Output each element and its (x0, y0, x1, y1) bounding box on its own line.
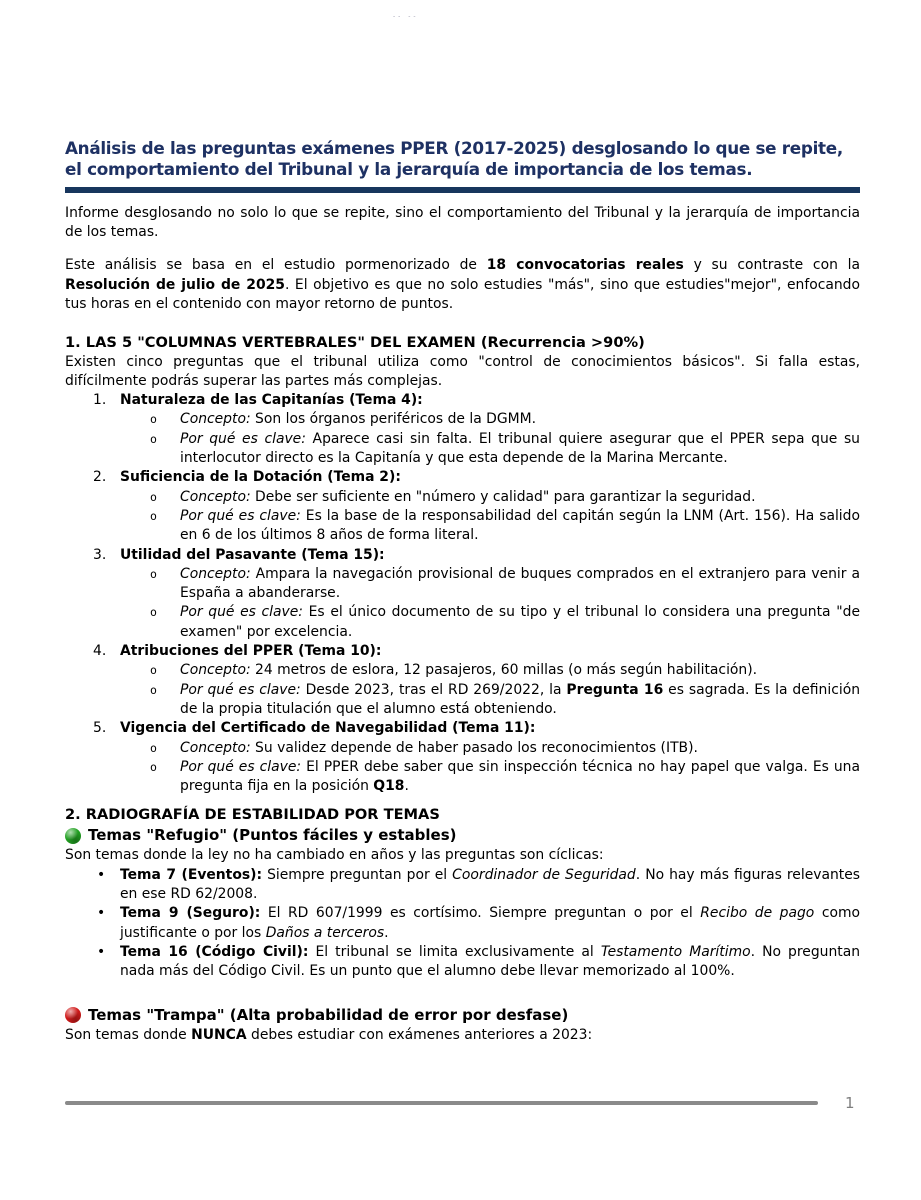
bullet-marker: • (97, 866, 106, 883)
page-number: 1 (845, 1093, 855, 1112)
circle-bullet-marker: o (150, 431, 157, 446)
numbered-list-item (65, 642, 860, 661)
text-run: Pregunta 16 (566, 681, 664, 698)
text-run: Desde 2023, tras el RD 269/2022, la (300, 681, 567, 698)
sub-bullet-text (180, 661, 860, 680)
trampa-heading (65, 1005, 860, 1026)
list-item-title: Suficiencia de la Dotación (Tema 2): (120, 469, 401, 486)
text-run: Este análisis se basa en el estudio pormenorizado de (65, 257, 487, 274)
circle-bullet-marker: o (150, 508, 157, 523)
text-run: . (384, 924, 389, 941)
text-run: El RD 607/1999 es cortísimo. Siempre preguntan o por el (260, 905, 701, 922)
text-run: Q18 (373, 778, 405, 795)
list-item-title: Vigencia del Certificado de Navegabilidad (Tema 11): (120, 720, 536, 737)
sub-bullet-item (65, 507, 860, 546)
list-item-number: 2. (93, 469, 107, 486)
top-artifact: -- -- (393, 13, 419, 20)
list-item-number: 5. (93, 720, 107, 737)
sub-bullet-text (180, 603, 860, 642)
refugio-lead: Son temas donde la ley no ha cambiado en años y las preguntas son cíclicas: (65, 847, 604, 864)
green-circle-icon (65, 828, 81, 844)
text-run: Concepto: (180, 739, 251, 756)
bullet-marker: • (97, 905, 106, 922)
text-run: Son temas donde (65, 1026, 192, 1043)
text-run: Por qué es clave: (180, 758, 302, 775)
text-run: . No preguntan nada más del Código Civil. Es un punto que el alumno debe llevar memorizado al 100%. (120, 943, 861, 980)
sub-bullet-text (180, 565, 860, 604)
sub-bullet-item (65, 430, 860, 469)
sub-bullet-item (65, 603, 860, 642)
text-run: Por qué es clave: (180, 604, 303, 621)
sub-bullet-text (180, 739, 860, 758)
list-item-title: Atribuciones del PPER (Tema 10): (120, 643, 382, 660)
circle-bullet-marker: o (150, 740, 157, 755)
text-run: Concepto: (180, 662, 251, 679)
sub-bullet-item (65, 758, 860, 797)
text-run: . El objetivo es que no solo estudies "más", sino que estudies"mejor", enfocando tus horas en el contenido con mayor retorno de puntos. (65, 276, 860, 312)
bullet-text (120, 866, 860, 905)
text-run: Tema 16 (Código Civil): (120, 943, 309, 960)
text-run: NUNCA (191, 1026, 247, 1043)
text-run: Por qué es clave: (180, 430, 306, 447)
sub-bullet-item (65, 661, 860, 680)
section1-heading: 1. LAS 5 "COLUMNAS VERTEBRALES" DEL EXAMEN (Recurrencia >90%) (65, 334, 645, 352)
text-run: como justificante o por los (120, 905, 860, 941)
text-run: Concepto: (180, 565, 251, 582)
bullet-item (65, 943, 860, 982)
bullet-text (120, 943, 860, 982)
analysis-note-paragraph (65, 256, 860, 314)
section1-lead: Existen cinco preguntas que el tribunal utiliza como "control de conocimientos básicos". Si falla estas, difícilmente podrás superar las partes más complejas. (65, 353, 860, 389)
sub-bullet-text (180, 488, 860, 507)
bullet-marker: • (97, 943, 106, 960)
bullet-item (65, 866, 860, 905)
text-run: Debe ser suficiente en "número y calidad" para garantizar la seguridad. (250, 488, 756, 505)
list-item-number: 3. (93, 546, 107, 563)
text-run: Concepto: (180, 411, 251, 428)
sub-bullet-text (180, 681, 860, 720)
text-run: Aparece casi sin falta. El tribunal quiere asegurar que el PPER sepa que su interlocutor directo es la Capitanía y que esta depende de la Marina Mercante. (180, 430, 860, 467)
numbered-list-item (65, 719, 860, 738)
text-run: Su validez depende de haber pasado los reconocimientos (ITB). (250, 739, 698, 756)
sub-bullet-text (180, 507, 860, 546)
sub-bullet-item (65, 488, 860, 507)
title-divider (65, 187, 860, 193)
text-run: El PPER debe saber que sin inspección técnica no hay papel que valga. Es una pregunta fija en la posición (180, 758, 860, 795)
text-run: . (404, 778, 409, 795)
bullet-text (120, 904, 860, 943)
text-run: Tema 7 (Eventos): (120, 866, 263, 883)
text-run: y su contraste con la (683, 257, 860, 274)
sub-bullet-item (65, 739, 860, 758)
text-run: Es el único documento de su tipo y el tribunal lo considera una pregunta "de examen" por excelencia. (180, 604, 860, 640)
page-footer (65, 1094, 860, 1112)
document-title: Análisis de las preguntas exámenes PPER (2017-2025) desglosando lo que se repite, el comportamiento del Tribunal y la jerarquía de importancia de los temas. (65, 138, 843, 180)
text-run: Son los órganos periféricos de la DGMM. (250, 411, 536, 428)
list-item-title: Utilidad del Pasavante (Tema 15): (120, 546, 385, 563)
circle-bullet-marker: o (150, 566, 157, 581)
section2-heading: 2. RADIOGRAFÍA DE ESTABILIDAD POR TEMAS (65, 806, 440, 824)
text-run: 18 convocatorias reales (486, 257, 684, 274)
text-run: Resolución de julio de 2025 (65, 276, 285, 293)
list-item-number: 4. (93, 643, 107, 660)
sub-bullet-text (180, 430, 860, 469)
circle-bullet-marker: o (150, 605, 157, 620)
footer-divider (65, 1101, 818, 1105)
text-run: Daños a terceros (265, 924, 385, 941)
text-run: Es la base de la responsabilidad del capitán según la LNM (Art. 156). Ha salido en 6 de los últimos 8 años de forma literal. (180, 507, 860, 544)
text-run: . No hay más figuras relevantes en ese RD 62/2008. (120, 866, 860, 903)
text-run: Testamento Marítimo (600, 943, 751, 960)
text-run: es sagrada. Es la definición de la propia titulación que el alumno está obteniendo. (180, 681, 861, 717)
text-run: Coordinador de Seguridad (452, 866, 636, 883)
numbered-list-item (65, 391, 860, 410)
circle-bullet-marker: o (150, 489, 157, 504)
circle-bullet-marker: o (150, 412, 157, 427)
text-run: Ampara la navegación provisional de buques comprados en el extranjero para venir a España a abanderarse. (180, 565, 860, 602)
sub-bullet-item (65, 681, 860, 720)
text-run: debes estudiar con exámenes anteriores a 2023: (246, 1026, 593, 1043)
trampa-heading-text: Temas "Trampa" (Alta probabilidad de error por desfase) (88, 1005, 569, 1024)
sub-bullet-text (180, 410, 860, 429)
sub-bullet-item (65, 410, 860, 429)
intro-paragraph: Informe desglosando no solo lo que se repite, sino el comportamiento del Tribunal y la jerarquía de importancia de los temas. (65, 204, 860, 241)
text-run: El tribunal se limita exclusivamente al (308, 943, 601, 960)
text-run: Recibo de pago (700, 905, 815, 922)
sub-bullet-text (180, 758, 860, 797)
list-item-number: 1. (93, 392, 107, 409)
text-run: Concepto: (180, 488, 251, 505)
bullet-item (65, 904, 860, 943)
red-circle-icon (65, 1007, 81, 1023)
text-run: Por qué es clave: (180, 681, 301, 698)
circle-bullet-marker: o (150, 663, 157, 678)
text-run: 24 metros de eslora, 12 pasajeros, 60 millas (o más según habilitación). (250, 662, 758, 679)
text-run: Tema 9 (Seguro): (120, 905, 261, 922)
circle-bullet-marker: o (150, 759, 157, 774)
circle-bullet-marker: o (150, 682, 157, 697)
sub-bullet-item (65, 565, 860, 604)
text-run: Siempre preguntan por el (262, 866, 453, 883)
trampa-lead (65, 1026, 860, 1045)
list-item-title: Naturaleza de las Capitanías (Tema 4): (120, 392, 423, 409)
refugio-heading (65, 825, 860, 846)
text-run: Por qué es clave: (180, 507, 301, 524)
numbered-list-item (65, 468, 860, 487)
numbered-list-item (65, 546, 860, 565)
refugio-heading-text: Temas "Refugio" (Puntos fáciles y estables) (88, 826, 457, 845)
